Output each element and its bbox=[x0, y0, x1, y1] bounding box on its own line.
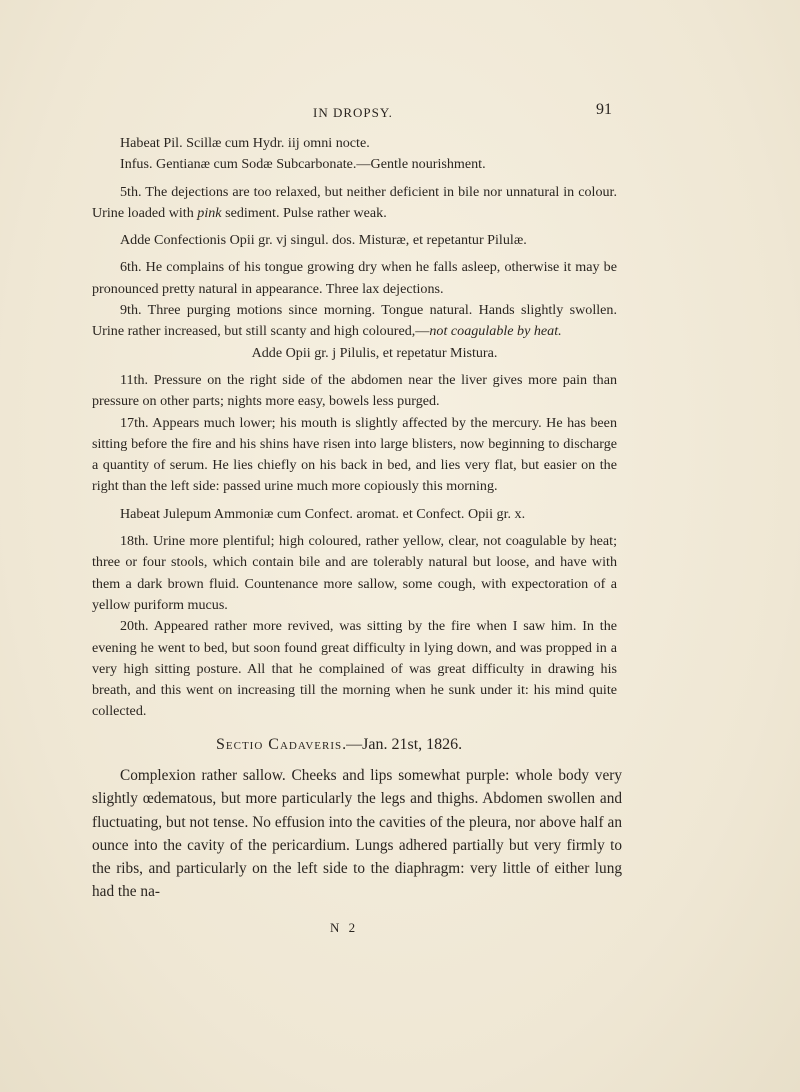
prescription-line: Habeat Pil. Scillæ cum Hydr. iij omni nocte. bbox=[120, 135, 370, 151]
daily-entry: 17th. Appears much lower; his mouth is slightly affected by the mercury. He has been sitting before the fire and his shins have risen into large blisters, now beginning to discharge a quantity of serum. He lies chiefly on his back in bed, and lies very flat, but easier on the right than the left side: passed urine much more copiously this morning. bbox=[92, 414, 617, 495]
daily-entry: 9th. Three purging motions since morning. Tongue natural. Hands slightly swollen. Urine rather increased, but still scanty and high coloured,—not coagulable by heat. bbox=[92, 302, 617, 340]
daily-entry: 20th. Appeared rather more revived, was sitting by the fire when I saw him. In the evening he went to bed, but soon found great difficulty in lying down, and was propped in a very high sitting posture. All that he complained of was great difficulty in drawing his breath, and this went on increasing till the morning when he sunk under it: his mind quite collected. bbox=[92, 618, 617, 720]
prescription-line: Habeat Julepum Ammoniæ cum Confect. aromat. et Confect. Opii gr. x. bbox=[120, 505, 526, 522]
daily-entry: 18th. Urine more plentiful; high coloured, rather yellow, clear, not coagulable by heat; three or four stools, which contain bile and are tolerably natural but loose, and have with them a dark brown fluid. Countenance more sallow, some cough, with expectoration of a yellow puriform mucus. bbox=[92, 533, 617, 613]
daily-entry: 11th. Pressure on the right side of the abdomen near the liver gives more pain than pressure on other parts; nights more easy, bowels less purged. bbox=[92, 371, 617, 410]
prescription-line: Infus. Gentianæ cum Sodæ Subcarbonate.—Gentle nourishment. bbox=[120, 156, 486, 173]
prescription-line: Adde Confectionis Opii gr. vj singul. dos. Misturæ, et repetantur Pilulæ. bbox=[120, 232, 527, 249]
signature-mark: N 2 bbox=[330, 920, 359, 935]
prescription-line: Adde Opii gr. j Pilulis, et repetatur Mistura. bbox=[251, 344, 498, 361]
running-head: IN DROPSY. bbox=[313, 105, 393, 120]
post-mortem-section bbox=[92, 733, 622, 903]
page-number: 91 bbox=[596, 101, 612, 118]
page-header bbox=[92, 103, 612, 125]
daily-entry: 6th. He complains of his tongue growing dry when he falls asleep, otherwise it may be pronounced pretty natural in appearance. Three lax dejections. bbox=[92, 259, 617, 297]
section-body: Complexion rather sallow. Cheeks and lips somewhat purple: whole body very slightly œdematous, but more particularly the legs and thighs. Abdomen swollen and fluctuating, but not tense. No effusion into the cavities of the pleura, nor above half an ounce into the cavity of the pericardium. Lungs adhered partially but very firmly to the ribs, and particularly on the left side to the diaphragm: very little of either lung had the na- bbox=[92, 767, 622, 901]
case-notes bbox=[92, 133, 617, 723]
section-heading: Sectio Cadaveris.—Jan. 21st, 1826. bbox=[216, 736, 463, 753]
daily-entry: 5th. The dejections are too relaxed, but neither deficient in bile nor unnatural in colour. Urine loaded with pink sediment. Pulse rather weak. bbox=[92, 183, 617, 221]
